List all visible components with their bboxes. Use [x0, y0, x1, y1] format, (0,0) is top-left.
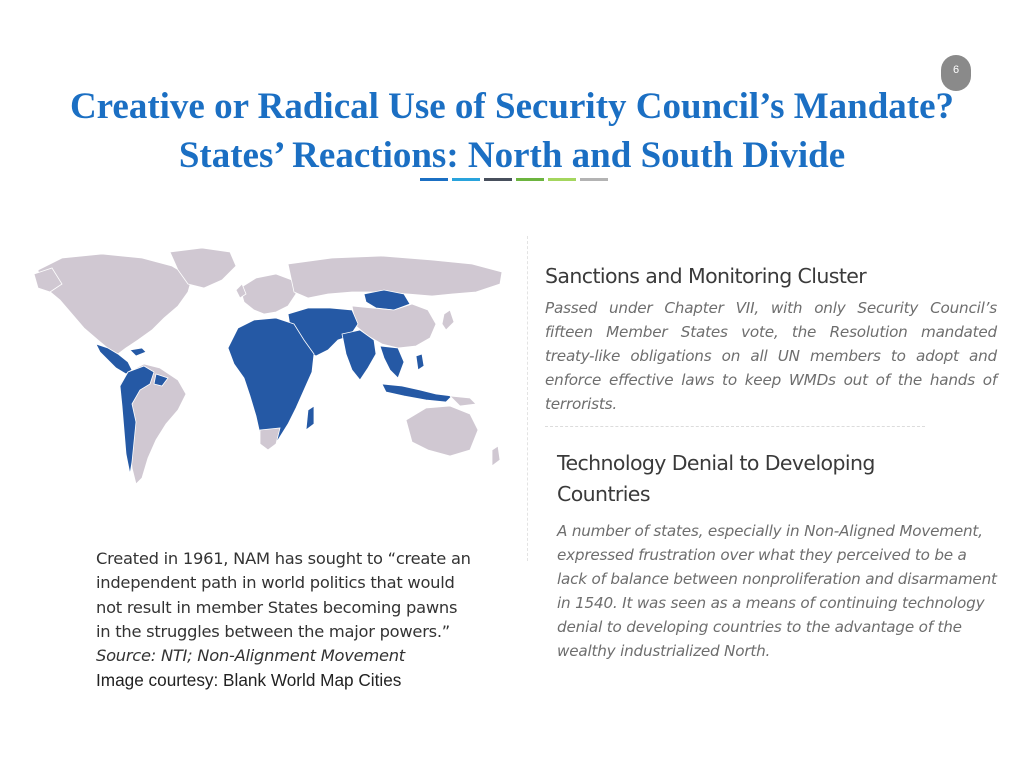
section-heading-technology-denial: Technology Denial to Developing Countries	[557, 451, 875, 506]
section-heading-sanctions: Sanctions and Monitoring Cluster	[545, 264, 867, 288]
caption-image-credit: Image courtesy: Blank World Map Cities	[96, 670, 402, 691]
map-north-america	[38, 254, 192, 354]
map-madagascar-nam	[306, 406, 314, 430]
accent-segment	[516, 178, 544, 181]
caption-source: Source: NTI; Non-Alignment Movement	[96, 646, 405, 666]
accent-segment	[484, 178, 512, 181]
title-line-1: Creative or Radical Use of Security Council’s Mandate?	[69, 86, 955, 127]
map-philippines-nam	[416, 354, 424, 370]
slide-title	[0, 82, 1024, 180]
accent-segment	[420, 178, 448, 181]
map-africa-nam	[228, 318, 314, 446]
section-body-sanctions: Passed under Chapter VII, with only Security Council’s fifteen Member States vote, the Resolution mandated treaty-like obligations on all UN members to adopt and enforce effective laws to keep WMDs out of the hands of terrorists.	[545, 299, 997, 413]
accent-segment	[452, 178, 480, 181]
world-map	[32, 244, 520, 490]
page-number-badge: 6	[941, 55, 971, 91]
accent-segment	[580, 178, 608, 181]
map-papua	[450, 396, 476, 406]
map-south-africa	[260, 428, 280, 450]
map-japan	[442, 310, 454, 330]
vertical-divider	[527, 236, 528, 561]
section-body-technology-denial: A number of states, especially in Non-Aligned Movement, expressed frustration over what they perceived to be a lack of balance between nonproliferation and disarmament in 1540. It was seen as a means of continuing technology denial to developing countries to the advantage of the wealthy industrialized North.	[557, 522, 997, 660]
map-europe	[240, 274, 296, 314]
map-russia	[288, 256, 502, 298]
map-south-asia-nam	[342, 330, 376, 380]
nam-caption	[96, 547, 476, 693]
title-line-2: States’ Reactions: North and South Divide	[178, 135, 846, 176]
accent-segment	[548, 178, 576, 181]
title-accent-bar	[420, 178, 608, 181]
caption-quote: Created in 1961, NAM has sought to “create an independent path in world politics that would not result in member States becoming pawns in the struggles between the major powers.”	[96, 549, 471, 641]
map-australia	[406, 406, 478, 456]
map-southeast-asia-nam	[380, 346, 404, 378]
map-caribbean-nam	[130, 348, 146, 356]
map-indonesia-nam	[382, 384, 452, 402]
horizontal-divider	[545, 426, 925, 427]
map-new-zealand	[492, 446, 500, 466]
